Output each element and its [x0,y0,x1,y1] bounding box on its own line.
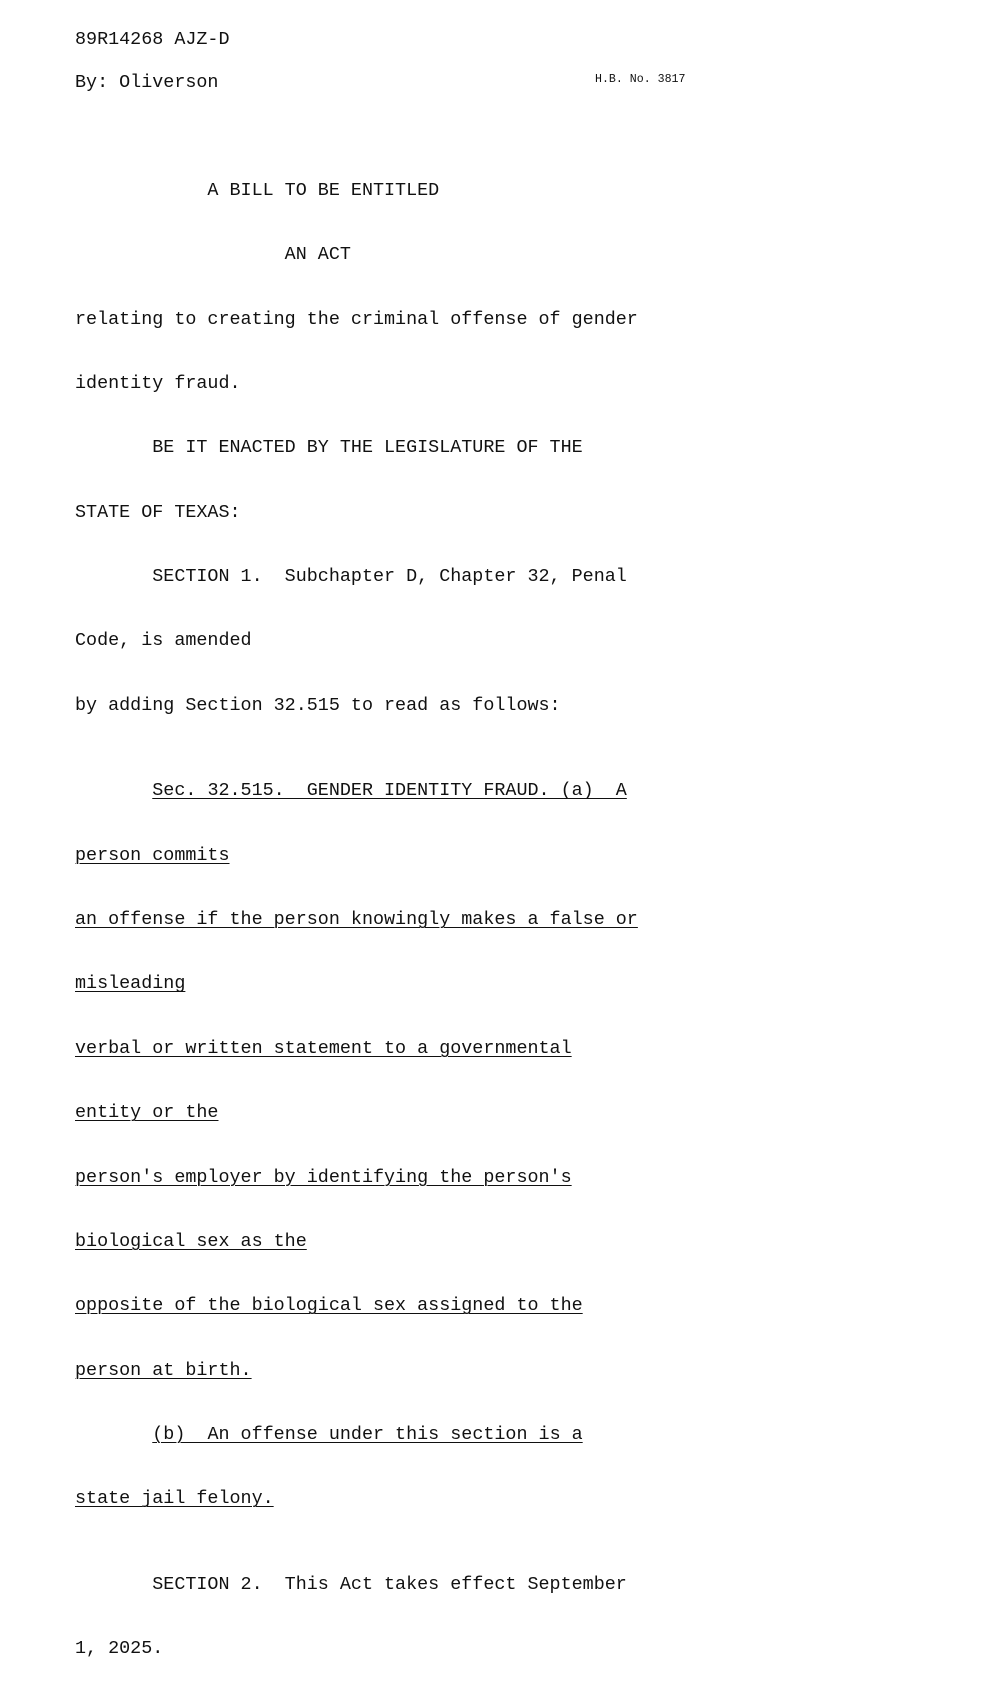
new-law-text: Sec. 32.515. GENDER IDENTITY FRAUD. (a) A [152,780,627,802]
author-line: By: Oliverson [75,72,219,93]
section-2-line: 1, 2025. [75,1638,164,1660]
new-law-line: person at birth. [75,1359,252,1381]
new-law-line [75,780,638,801]
bill-body [75,137,638,1703]
bill-number: H.B. No. 3817 [595,73,686,86]
new-law-line: biological sex as the [75,1230,307,1252]
section-1-line: SECTION 1. Subchapter D, Chapter 32, Penal [75,565,627,587]
caption-line: relating to creating the criminal offense of gender [75,308,638,330]
section-1-line: by adding Section 32.515 to read as follows: [75,694,561,716]
section-1-line: Code, is amended [75,630,252,652]
new-law-line: person commits [75,844,230,866]
new-law-line: an offense if the person knowingly makes a false or [75,909,638,931]
new-law-line: person's employer by identifying the person's [75,1166,572,1188]
new-law-line: misleading [75,973,186,995]
caption-line: identity fraud. [75,372,241,394]
enacting-clause-line: BE IT ENACTED BY THE LEGISLATURE OF THE [75,437,583,459]
enacting-clause-line: STATE OF TEXAS: [75,501,241,523]
new-law-text: (b) An offense under this section is a [152,1423,583,1445]
section-2-line: SECTION 2. This Act takes effect September [75,1574,627,1596]
bill-title-line: A BILL TO BE ENTITLED [75,179,440,201]
new-law-line: opposite of the biological sex assigned to the [75,1295,583,1317]
drafting-code: 89R14268 AJZ-D [75,29,230,50]
new-law-line: state jail felony. [75,1488,274,1510]
new-law-line: entity or the [75,1102,219,1124]
new-law-line: verbal or written statement to a governmental [75,1037,572,1059]
new-law-line [75,1424,638,1445]
act-heading-line: AN ACT [75,244,351,266]
